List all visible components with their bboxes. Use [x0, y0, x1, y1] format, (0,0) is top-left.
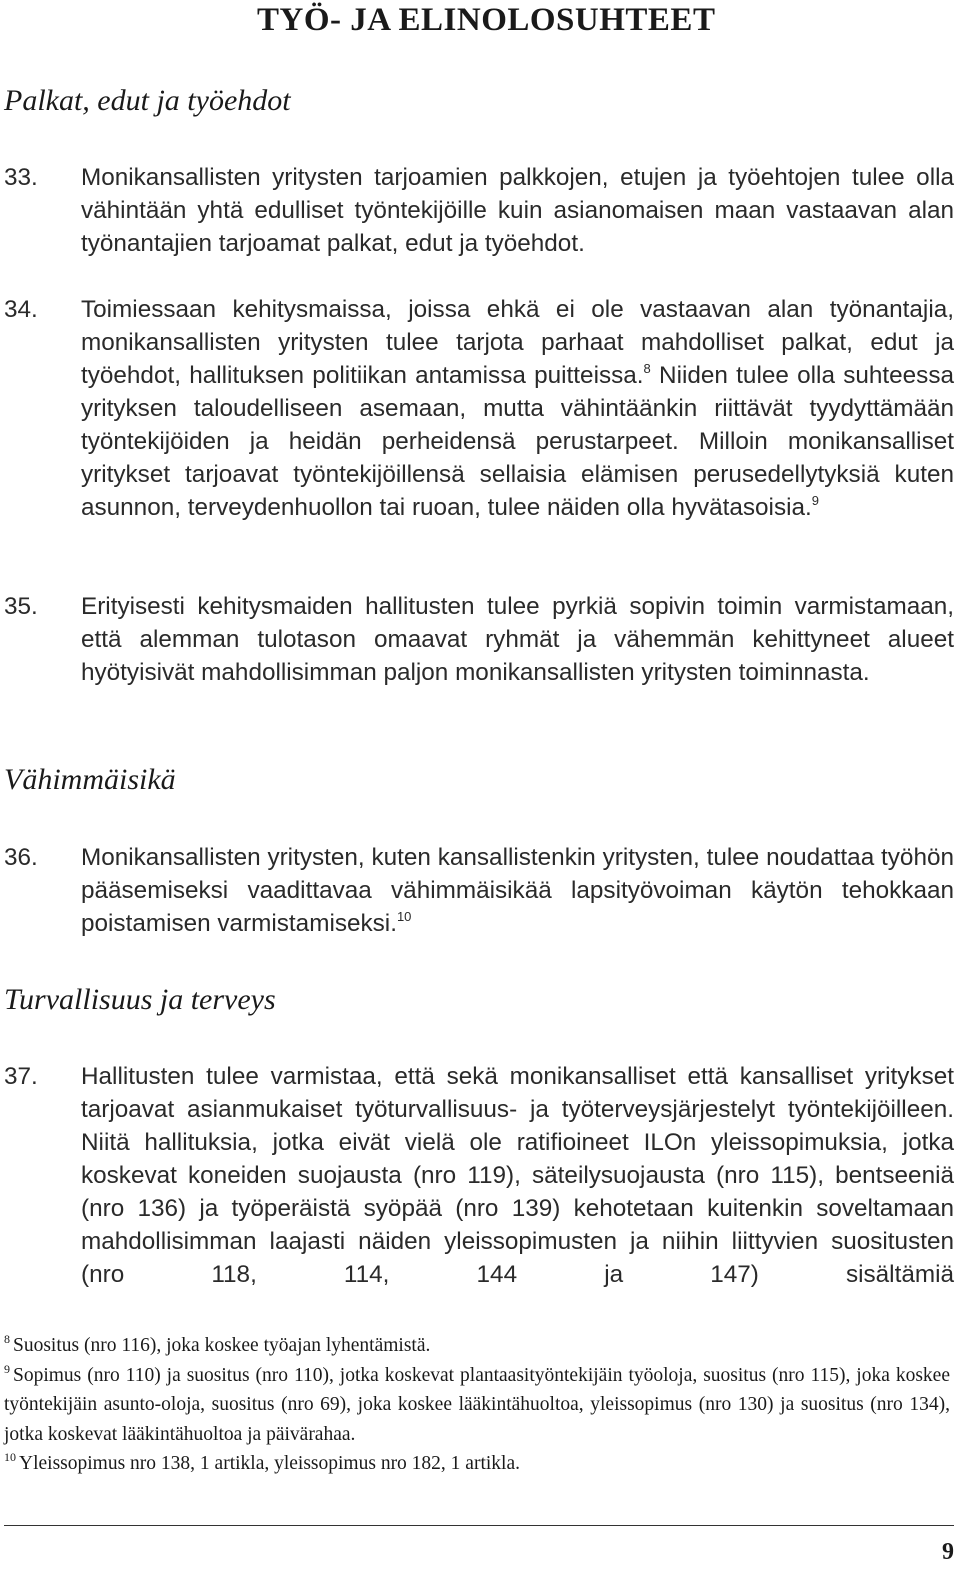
footnote-reference: 10: [396, 909, 412, 924]
paragraph-number: 36.: [4, 844, 38, 871]
paragraph-text: Erityisesti kehitysmaiden hallitusten tulee pyrkiä sopivin toimin varmistamaan, että alemman tulotason omaavat ryhmät ja vähemmän kehittyneet alueet hyötyisivät mahdollisimman paljon monikansallisten yritysten toiminnasta.: [81, 593, 954, 686]
footnote-reference: 9: [811, 493, 820, 508]
section-heading-safety-health: Turvallisuus ja terveys: [4, 983, 276, 1016]
paragraph-35: [4, 590, 954, 689]
footnote-number: 8: [4, 1332, 10, 1346]
paragraph-number: 35.: [4, 593, 38, 620]
paragraph-33: [4, 161, 954, 260]
section-heading-wages: Palkat, edut ja työehdot: [4, 84, 291, 117]
paragraph-text: Monikansallisten yritysten tarjoamien palkkojen, etujen ja työehtojen tulee olla vähintään yhtä edulliset työntekijöille kuin asianomaisen maan vastaavan alan työnantajien tarjoamat palkat, edut ja työehdot.: [81, 164, 954, 257]
footnote-text: Yleissopimus nro 138, 1 artikla, yleissopimus nro 182, 1 artikla.: [19, 1453, 520, 1474]
footnote: [4, 1331, 950, 1361]
paragraph-36: [4, 841, 954, 940]
footnote: [4, 1449, 950, 1479]
paragraph-34: [4, 293, 954, 524]
section-heading-minimum-age: Vähimmäisikä: [4, 763, 176, 796]
footnote-reference: 8: [643, 361, 651, 376]
paragraph-number: 34.: [4, 296, 38, 323]
footnote-number: 10: [4, 1450, 16, 1464]
footer-divider: [4, 1525, 954, 1526]
footnotes: [4, 1331, 950, 1479]
page-number: 9: [942, 1539, 954, 1565]
paragraph-number: 33.: [4, 164, 38, 191]
paragraph-text-part: Niiden tulee olla suhteessa yrityksen taloudelliseen asemaan, mutta vähintäänkin riittävät tyydyttämään työntekijöiden ja heidän perheidensä perustarpeet. Milloin monikansalliset yritykset tarjoavat työntekijöillensä sellaisia elämisen perusedellytyksiä kuten asunnon, terveydenhuollon tai ruoan, tulee näiden olla hyvätasoisia.: [81, 362, 954, 521]
paragraph-37: [4, 1060, 954, 1291]
paragraph-text: Hallitusten tulee varmistaa, että sekä monikansalliset että kansalliset yritykset tarjoavat asianmukaiset työturvallisuus- ja työterveysjärjestelyt työntekijöilleen. Niitä hallituksia, jotka eivät vielä ole ratifioineet ILOn yleissopimuksia, jotka koskevat koneiden suojausta (nro 119), säteilysuojausta (nro 115), bentseeniä (nro 136) ja työperäistä syöpää (nro 139) kehotetaan kuitenkin soveltamaan mahdollisimman laajasti näiden yleissopimusten ja niihin liittyvien suositusten (nro 118, 114, 144 ja 147) sisältämiä: [81, 1063, 954, 1288]
paragraph-number: 37.: [4, 1063, 38, 1090]
footnote-text: Sopimus (nro 110) ja suositus (nro 110), jotka koskevat plantaasityöntekijäin työoloja, suositus (nro 115), joka koskee työntekijäin asunto-oloja, suositus (nro 69), joka koskee lääkintähuoltoa, yleissopimus (nro 130) ja suositus (nro 134), jotka koskevat lääkintähuoltoa ja päivärahaa.: [4, 1364, 950, 1445]
footnote-number: 9: [4, 1361, 10, 1376]
paragraph-text-part: Toimiessaan kehitysmaissa, joissa ehkä ei ole vastaavan alan työnantajia, monikansallisten yritysten tulee tarjota parhaat mahdolliset palkat, edut ja työehdot, hallituksen politiikan antamissa puitteissa.: [81, 296, 954, 389]
paragraph-text: [81, 841, 954, 940]
footnote: [4, 1361, 950, 1450]
paragraph-text: [81, 293, 954, 524]
page-title: TYÖ- JA ELINOLOSUHTEET: [257, 2, 716, 38]
footnote-text: Suositus (nro 116), joka koskee työajan lyhentämistä.: [13, 1335, 431, 1356]
paragraph-text-part: Monikansallisten yritysten, kuten kansallistenkin yritysten, tulee noudattaa työhön pääsemiseksi vaadittavaa vähimmäisikää lapsityövoiman käytön tehokkaan poistamisen varmistamiseksi.: [81, 844, 954, 937]
